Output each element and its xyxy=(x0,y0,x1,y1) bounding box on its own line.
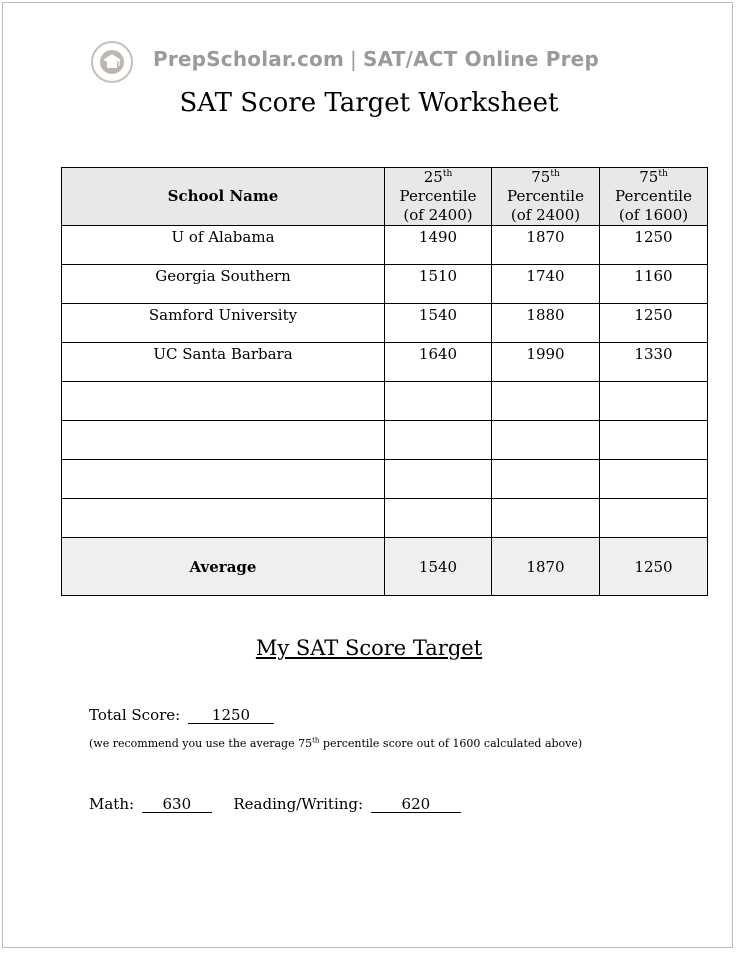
brand-separator: | xyxy=(350,47,357,71)
table-row xyxy=(62,343,708,382)
school-name-cell: UC Santa Barbara xyxy=(62,343,385,382)
total-score-label: Total Score: xyxy=(89,706,181,724)
prepscholar-logo xyxy=(91,41,133,83)
reading-writing-label: Reading/Writing: xyxy=(233,795,364,813)
brand-site: PrepScholar.com xyxy=(153,47,345,71)
school-name-cell: U of Alabama xyxy=(62,226,385,265)
table-row xyxy=(62,460,708,499)
header-number: 75 xyxy=(639,168,659,186)
p25-cell: 1490 xyxy=(385,226,492,265)
p75-cell: 1990 xyxy=(492,343,600,382)
p75-cell xyxy=(492,460,600,499)
p75-1600-cell: 1160 xyxy=(600,265,708,304)
average-p25: 1540 xyxy=(385,538,492,596)
score-target-heading xyxy=(0,636,738,660)
math-value[interactable]: 630 xyxy=(142,796,212,813)
header-25th-percentile-2400 xyxy=(385,168,492,226)
math-label: Math: xyxy=(89,795,135,813)
recommendation-note xyxy=(89,737,582,750)
p75-1600-cell xyxy=(600,421,708,460)
p75-1600-cell: 1330 xyxy=(600,343,708,382)
total-score-value[interactable]: 1250 xyxy=(188,707,274,724)
page-title: SAT Score Target Worksheet xyxy=(179,88,559,118)
p25-cell xyxy=(385,499,492,538)
brand-header xyxy=(153,47,599,71)
average-p75: 1870 xyxy=(492,538,600,596)
table-row xyxy=(62,265,708,304)
school-name-cell xyxy=(62,421,385,460)
school-name-cell xyxy=(62,499,385,538)
table-row xyxy=(62,382,708,421)
header-suffix: th xyxy=(550,169,560,179)
p75-1600-cell xyxy=(600,499,708,538)
header-suffix: th xyxy=(658,169,668,179)
section-scores-line xyxy=(89,795,461,813)
table-row xyxy=(62,499,708,538)
note-before: (we recommend you use the average 75 xyxy=(89,737,313,750)
p75-1600-cell: 1250 xyxy=(600,304,708,343)
header-75th-percentile-1600 xyxy=(600,168,708,226)
p75-cell: 1740 xyxy=(492,265,600,304)
average-label: Average xyxy=(62,538,385,596)
header-line2: Percentile xyxy=(399,187,477,205)
p75-1600-cell xyxy=(600,460,708,499)
header-suffix: th xyxy=(442,169,453,179)
p75-cell xyxy=(492,499,600,538)
p75-cell xyxy=(492,421,600,460)
score-table xyxy=(61,167,708,596)
reading-writing-value[interactable]: 620 xyxy=(371,796,461,813)
header-line3: (of 2400) xyxy=(510,206,581,224)
average-row xyxy=(62,538,708,596)
p25-cell xyxy=(385,421,492,460)
header-line2: Percentile xyxy=(507,187,584,205)
header-line3: (of 1600) xyxy=(618,206,689,224)
header-line3: (of 2400) xyxy=(403,206,473,224)
p25-cell: 1510 xyxy=(385,265,492,304)
p25-cell: 1640 xyxy=(385,343,492,382)
school-name-cell: Georgia Southern xyxy=(62,265,385,304)
p75-cell: 1880 xyxy=(492,304,600,343)
note-after: percentile score out of 1600 calculated above) xyxy=(319,737,583,750)
p75-cell: 1870 xyxy=(492,226,600,265)
graduation-cap-house-icon xyxy=(98,48,126,76)
p75-1600-cell: 1250 xyxy=(600,226,708,265)
header-school-name: School Name xyxy=(62,168,385,226)
p75-cell xyxy=(492,382,600,421)
school-name-cell: Samford University xyxy=(62,304,385,343)
school-name-cell xyxy=(62,460,385,499)
header-line2: Percentile xyxy=(615,187,692,205)
total-score-line xyxy=(89,706,274,724)
header-75th-percentile-2400 xyxy=(492,168,600,226)
average-p75-1600: 1250 xyxy=(600,538,708,596)
school-name-cell xyxy=(62,382,385,421)
table-row xyxy=(62,304,708,343)
table-header-row xyxy=(62,168,708,226)
p75-1600-cell xyxy=(600,382,708,421)
header-number: 25 xyxy=(423,168,443,186)
p25-cell xyxy=(385,382,492,421)
p25-cell: 1540 xyxy=(385,304,492,343)
header-number: 75 xyxy=(531,168,551,186)
score-target-heading-text: My SAT Score Target xyxy=(255,636,483,660)
brand-tagline: SAT/ACT Online Prep xyxy=(363,47,599,71)
table-row xyxy=(62,226,708,265)
table-row xyxy=(62,421,708,460)
note-sup: th xyxy=(312,736,320,745)
p25-cell xyxy=(385,460,492,499)
